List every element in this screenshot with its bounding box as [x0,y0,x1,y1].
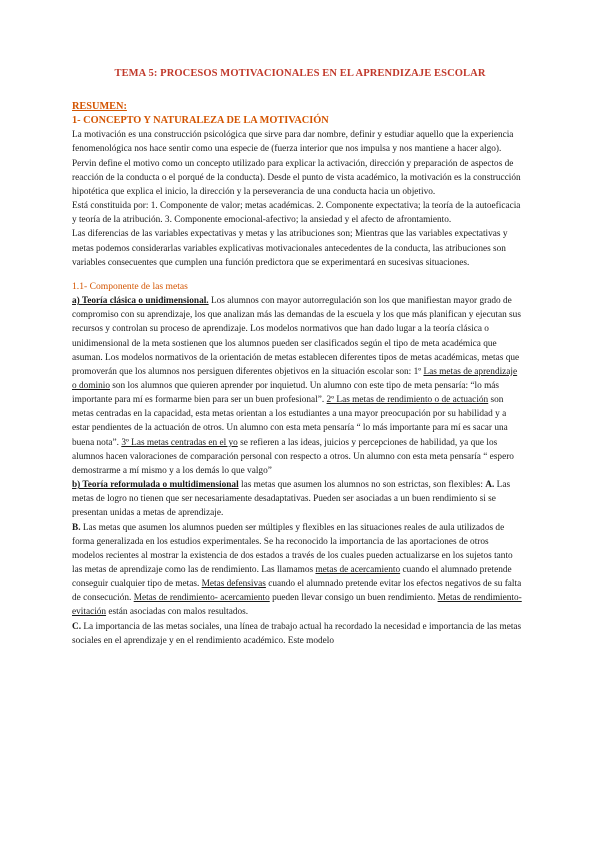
theory-b-text: las metas que asumen los alumnos no son estrictas, son flexibles: [238,480,486,491]
point-a-text: Las metas de logro no tienen que ser necesariamente desadaptativas. Pueden ser asociadas a un buen rendimiento si se presentan unidas a metas de aprendizaje. [72,480,511,519]
paragraph-differences: Las diferencias de las variables expectativas y metas y las atribuciones son; Mientras que las variables expectativas y metas podemos considerarlas variables explicativas motivacionales antecedentes de la conducta, las atribuciones son variables consecuentes que cumplen una función predictora que se experimentará en sucesivas situaciones. [72,229,508,268]
theory-a-text-4: se refieren a las ideas, juicios y percepciones de habilidad, ya que los alumnos hacen valoraciones de comparación personal con respecto a otros. Un alumno con esta meta pensaría “ espero demostrarme a mí mismo y a los demás lo que valgo” [72,437,514,476]
performance-avoidance-term: Metas de rendimiento-evitación [72,593,522,618]
point-b-text-3: cuando el alumnado pretende evitar los efectos negativos de su falta de consecución. [72,579,522,604]
point-b-text: Las metas que asumen los alumnos pueden ser múltiples y flexibles en las situaciones reales de aula utilizados de forma generalizada en los estudios experimentales. Se ha reconocido la importancia de las aportaciones de otros modelos recientes al mostrar la existencia de dos estados a través de los cuales pueden actualizarse en los sujetos tanto las metas de aprendizaje como las de rendimiento. Las llamamos [72,522,513,575]
paragraph-components: Está constituida por: 1. Componente de valor; metas académicas. 2. Componente expectativa; la teoría de la autoeficacia y teoría de la atribución. 3. Componente emocional-afectivo; la ansiedad y el afecto de afrontamiento. [72,201,521,226]
paragraph-point-c [72,620,522,648]
theory-b-label: b) Teoría reformulada o multidimensional [72,480,239,491]
ego-goals-term: 3º Las metas centradas en el yo [121,437,238,448]
approach-goals-term: metas de acercamiento [315,565,401,575]
section-heading-1: 1- CONCEPTO Y NATURALEZA DE LA MOTIVACIÓN [72,115,329,127]
paragraph-theory-a [72,294,522,478]
document-title: TEMA 5: PROCESOS MOTIVACIONALES EN EL APRENDIZAJE ESCOLAR [114,68,486,79]
point-c-text: La importancia de las metas sociales, una línea de trabajo actual ha recordado la necesidad e importancia de las metas sociales en el aprendizaje y en el rendimiento académico. Este modelo [72,621,522,646]
point-a-label: A. [485,480,495,491]
learning-goals-term: Las metas de aprendizaje o dominio [72,366,518,391]
paragraph-motivation-definition: La motivación es una construcción psicológica que sirve para dar nombre, definir y estudiar aquello que la experiencia fenomenológica nos hace sentir como una especie de (fuerza interior que nos impulsa y nos mantiene a hacer algo). Pervin define el motivo como un concepto utilizado para explicar la activación, dirección y preparación de aspectos de reacción de la conducta o el porqué de la conducta). Desde el punto de vista académico, la motivación es la construcción hipotética que explica el inicio, la dirección y la perseverancia de una conducta hacia un objetivo. [72,130,521,197]
point-b-text-4: pueden llevar consigo un buen rendimiento. [269,593,438,604]
paragraph-point-b [72,521,522,620]
point-b-label: B. [72,522,81,533]
point-b-text-2: cuando el alumnado pretende conseguir cualquier tipo de metas. [72,565,512,590]
theory-a-text-3: son metas centradas en la capacidad, esta metas orientan a los estudiantes a una mayor preocupación por su habilidad y a estar pendientes de la actuación de otros. Un alumno con esta meta pensaría “ lo más importante para mí es sacar una buena nota”. [72,395,508,448]
theory-a-label: a) Teoría clásica o unidimensional. [72,296,209,307]
document-body [72,100,522,648]
defensive-goals-term: Metas defensivas [201,579,266,590]
theory-a-text: Los alumnos con mayor autorregulación son los que manifiestan mayor grado de compromiso con su aprendizaje, los que analizan más las demandas de la escuela y los que más planifican y ejecutan sus recursos y controlan su proceso de aprendizaje. Los modelos normativos que han dado lugar a la teoría clásica o unidimensional de la meta sostienen que los alumnos pueden ser clasificados según el tipo de meta académica que asuman. Los modelos normativos de la orientación de metas establecen diferentes tipos de metas académicas, metas que promoverán que los alumnos nos persiguen diferentes objetivos en la situación escolar son: 1º [72,296,521,377]
section-heading-1-1: 1.1- Componente de las metas [72,280,188,292]
theory-a-text-2: son los alumnos que quieren aprender por inquietud. Un alumno con este tipo de meta pensaría: “lo más importante para mí es formarme bien para ser un buen profesional”. [72,380,500,406]
point-c-label: C. [72,621,82,632]
performance-approach-term: Metas de rendimiento- acercamiento [133,593,270,604]
point-b-text-5: están asociadas con malos resultados. [106,607,249,618]
performance-goals-term: 2º Las metas de rendimiento o de actuación [326,395,489,406]
resumen-heading: RESUMEN: [72,101,127,112]
paragraph-theory-b [72,478,522,520]
